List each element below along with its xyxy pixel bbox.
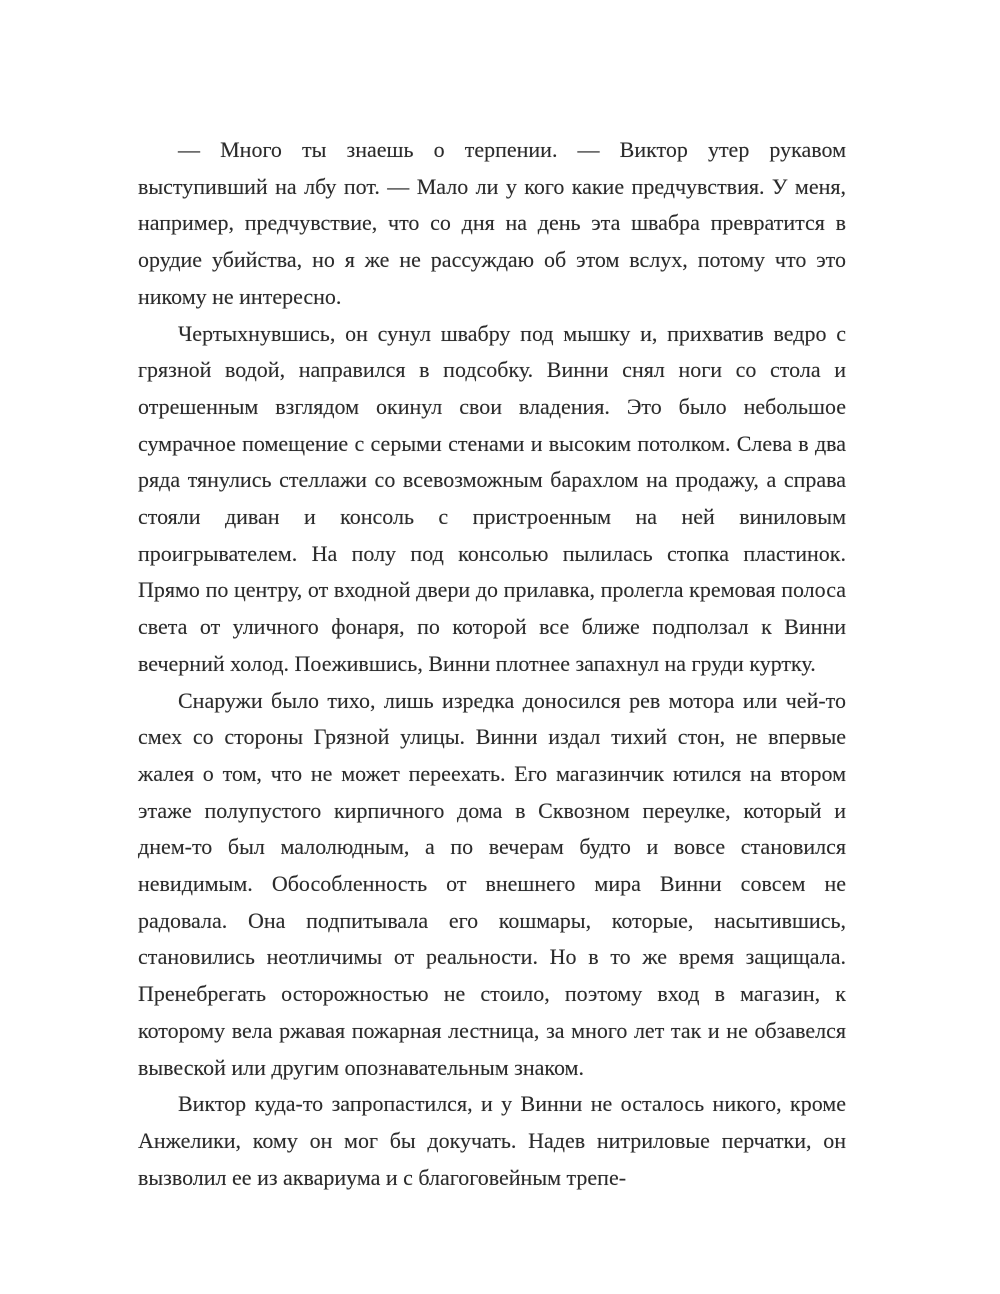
paragraph: Чертыхнувшись, он сунул швабру под мышку и, прихватив ведро с грязной водой, направился в подсобку. Винни снял ноги со стола и отрешенным взглядом окинул свои владения. Это было небольшое сумрачное помещение с серыми стенами и высоким потолком. Слева в два ряда тянулись стеллажи со всевозможным барахлом на продажу, а справа стояли диван и консоль с пристроенным на ней виниловым проигрывателем. На полу под консолью пылилась стопка пластинок. Прямо по центру, от входной двери до прилавка, пролегла кремовая полоса света от уличного фонаря, по которой все ближе подползал к Винни вечерний холод. Поежившись, Винни плотнее запахнул на груди куртку. <box>138 320 846 676</box>
page-text <box>138 132 846 1196</box>
paragraph: Снаружи было тихо, лишь изредка доносился рев мотора или чей-то смех со стороны Грязной улицы. Винни издал тихий стон, не впервые жалея о том, что не может переехать. Его магазинчик ютился на втором этаже полупустого кирпичного дома в Сквозном переулке, который и днем-то был малолюдным, а по вечерам будто и вовсе становился невидимым. Обособленность от внешнего мира Винни совсем не радовала. Она подпитывала его кошмары, которые, насытившись, становились неотличимы от реальности. Но в то же время защищала. Пренебрегать осторожностью не стоило, поэтому вход в магазин, к которому вела ржавая пожарная лестница, за много лет так и не обзавелся вывеской или другим опознавательным знаком. <box>138 687 846 1080</box>
paragraph: — Много ты знаешь о терпении. — Виктор утер рукавом выступивший на лбу пот. — Мало ли у кого какие предчувствия. У меня, например, предчувствие, что со дня на день эта швабра превратится в орудие убийства, но я же не рассуждаю об этом вслух, потому что это никому не интересно. <box>138 137 846 309</box>
paragraph: Виктор куда-то запропастился, и у Винни не осталось никого, кроме Анжелики, кому он мог бы докучать. Надев нитриловые перчатки, он вызволил ее из аквариума и с благоговейным трепе- <box>138 1091 846 1190</box>
